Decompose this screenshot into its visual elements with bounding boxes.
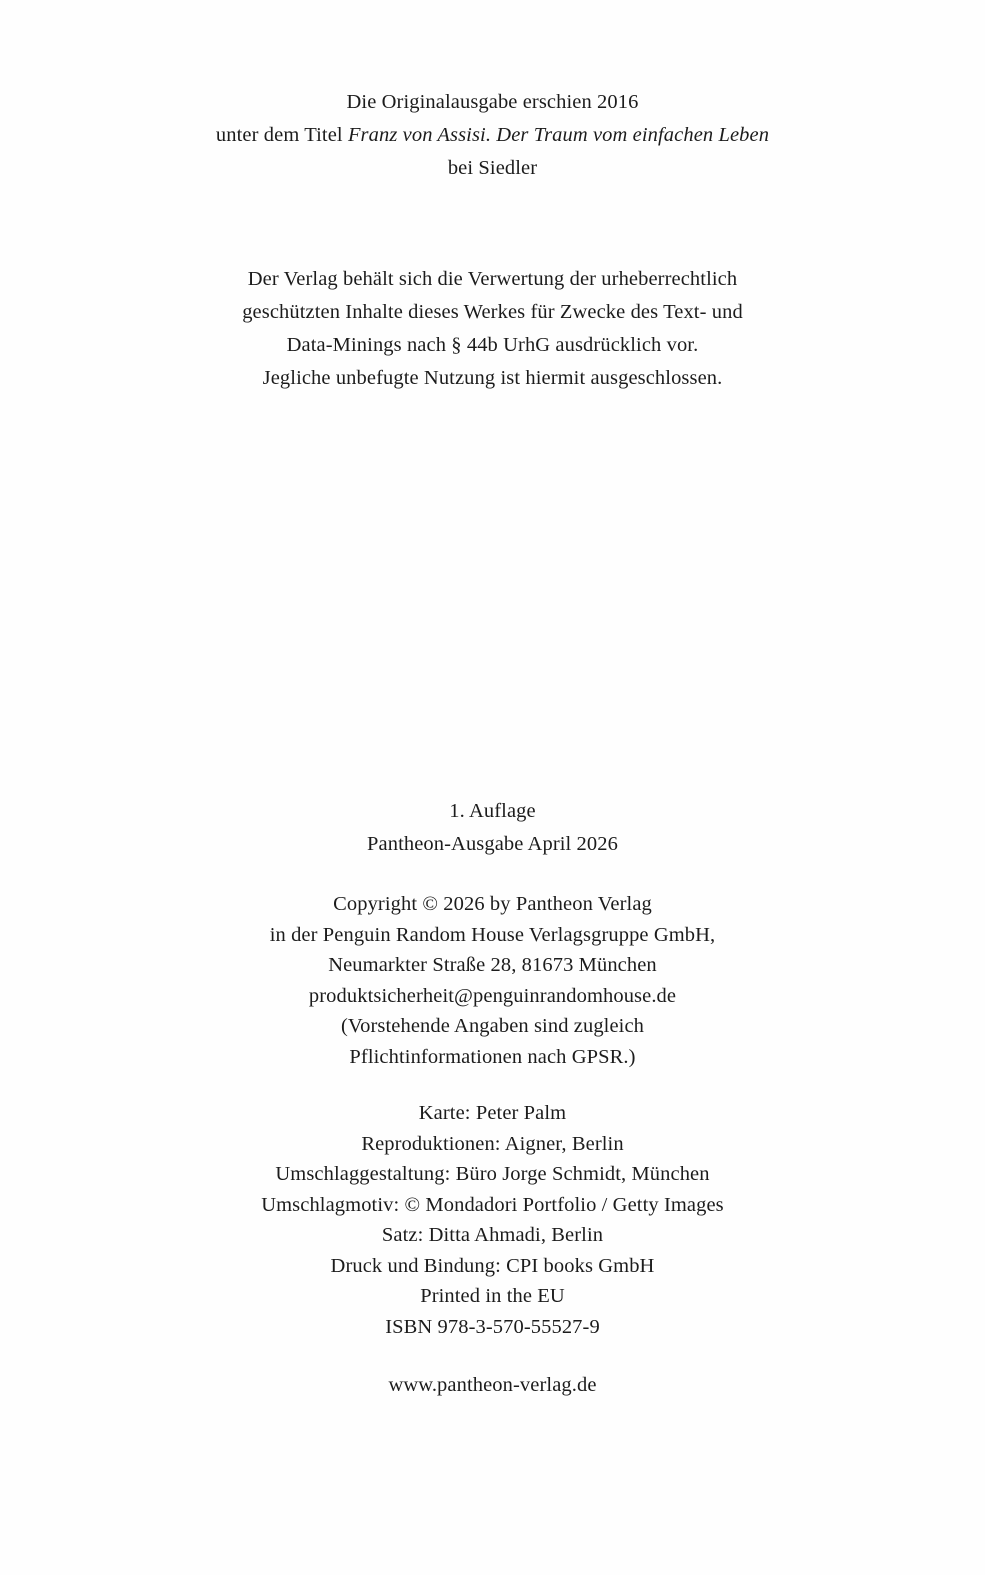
credits-block: [0, 1098, 985, 1342]
imprint-content: [0, 86, 985, 1400]
original-edition-block: [0, 86, 985, 185]
copyright-line-3: Neumarkter Straße 28, 81673 München: [328, 954, 657, 976]
spacer-edition-copyright: [0, 861, 985, 889]
edition-line-1: 1. Auflage: [449, 800, 536, 822]
credit-cover-motif: Umschlagmotiv: © Mondadori Portfolio / Getty Images: [261, 1193, 724, 1216]
original-title-italic: Franz von Assisi. Der Traum vom einfachen Leben: [347, 124, 770, 146]
credit-typesetting: Satz: Ditta Ahmadi, Berlin: [381, 1224, 604, 1246]
edition-line-2: Pantheon-Ausgabe April 2026: [367, 833, 618, 855]
copyright-contact-email: produktsicherheit@penguinrandomhouse.de: [308, 984, 677, 1007]
credit-reproductions: Reproduktionen: Aigner, Berlin: [361, 1132, 624, 1155]
original-edition-line-2: [0, 119, 985, 152]
rights-notice-line-2: geschützten Inhalte dieses Werkes für Zwecke des Text- und: [242, 301, 743, 323]
edition-block: [0, 795, 985, 861]
copyright-line-5: (Vorstehende Angaben sind zugleich: [340, 1015, 645, 1037]
spacer-credits-web: [0, 1342, 985, 1370]
website-block: [0, 1370, 985, 1400]
spacer-rights-edition: [0, 395, 985, 795]
original-edition-prefix: unter dem Titel: [215, 124, 348, 146]
credit-map: Karte: Peter Palm: [418, 1102, 567, 1124]
copyright-block: [0, 889, 985, 1072]
credit-cover-design: Umschlaggestaltung: Büro Jorge Schmidt, München: [275, 1163, 710, 1185]
rights-notice-line-1: Der Verlag behält sich die Verwertung der urheberrechtlich: [247, 268, 738, 290]
spacer-original-rights: [0, 185, 985, 263]
isbn: ISBN 978-3-570-55527-9: [385, 1315, 600, 1338]
rights-notice-line-4: Jegliche unbefugte Nutzung ist hiermit ausgeschlossen.: [262, 367, 723, 389]
rights-notice-line-3: Data-Minings nach § 44b UrhG ausdrücklich vor.: [286, 334, 699, 356]
credit-printed-in: Printed in the EU: [420, 1285, 565, 1307]
rights-notice-block: [0, 263, 985, 395]
spacer-copyright-credits: [0, 1072, 985, 1098]
copyright-line-2: in der Penguin Random House Verlagsgruppe GmbH,: [269, 923, 716, 946]
credit-printing-binding: Druck und Bindung: CPI books GmbH: [330, 1254, 655, 1277]
original-edition-line-3: bei Siedler: [447, 157, 538, 179]
original-edition-line-1: Die Originalausgabe erschien 2016: [346, 91, 639, 113]
copyright-line-6: Pflichtinformationen nach GPSR.): [349, 1045, 636, 1068]
publisher-website: www.pantheon-verlag.de: [388, 1374, 597, 1396]
copyright-line-1: Copyright © 2026 by Pantheon Verlag: [333, 893, 652, 915]
